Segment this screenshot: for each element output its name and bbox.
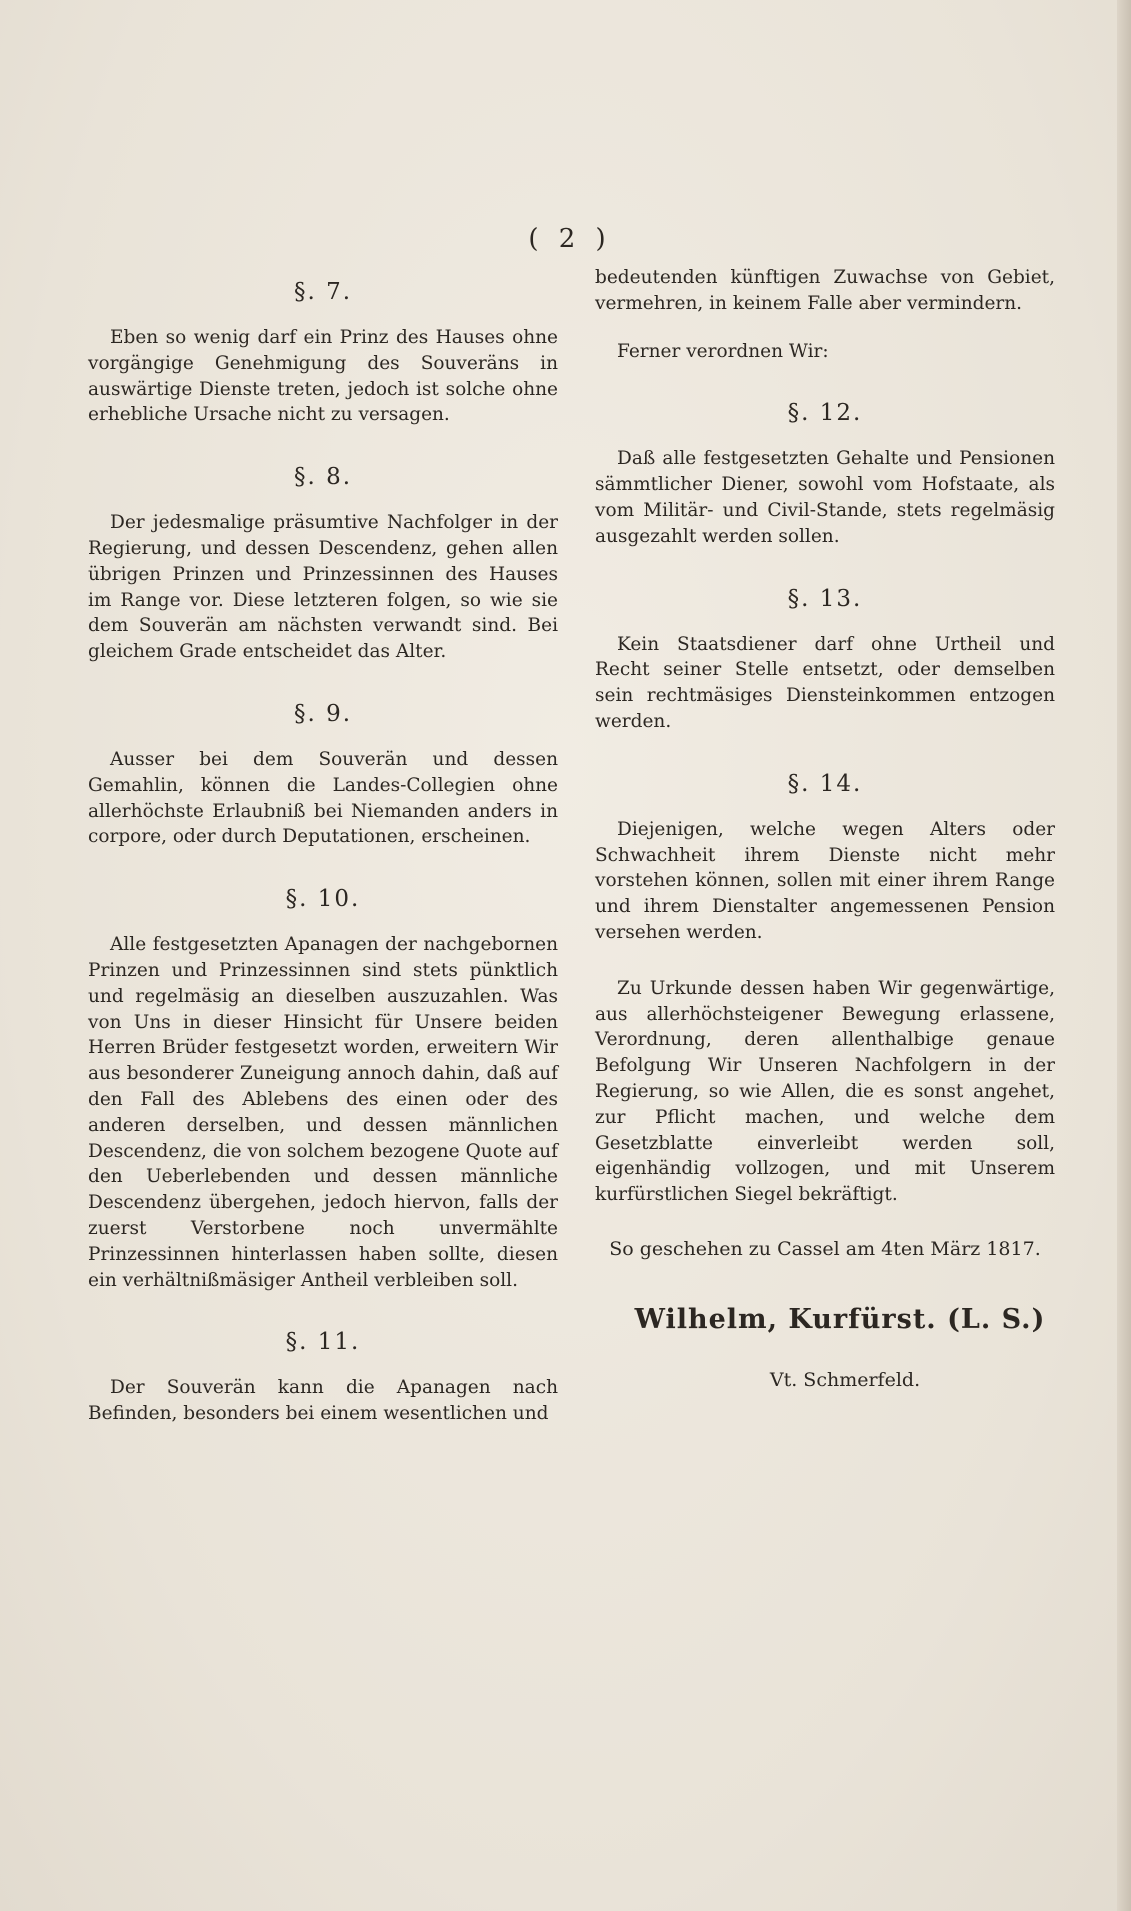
countersignature: Vt. Schmerfeld. [769, 1368, 921, 1391]
section-text-11: Der Souverän kann die Apanagen nach Befinden, besonders bei einem wesentlichen und [88, 1377, 558, 1425]
section-heading-7: §. 7. [293, 279, 353, 305]
page-edge [1117, 0, 1131, 1911]
section-heading-13: §. 13. [787, 585, 863, 612]
place-date: So geschehen zu Cassel am 4ten März 1817. [609, 1237, 1041, 1260]
right-column [595, 265, 1055, 1391]
ferner-line: Ferner verordnen Wir: [617, 340, 829, 362]
section-text-9: Ausser bei dem Souverän und dessen Gemahlin, können die Landes-Collegien ohne allerhöchste Erlaubniß bei Niemanden anders in corpore, oder durch Deputationen, erscheinen. [88, 748, 558, 848]
signature: Wilhelm, Kurfürst. (L. S.) [634, 1303, 1046, 1335]
section-heading-9: §. 9. [293, 700, 353, 727]
section-text-12: Daß alle festgesetzten Gehalte und Pensionen sämmtlicher Diener, sowohl vom Hofstaate, als vom Militär- und Civil-Stande, stets regelmäsig ausgezahlt werden sollen. [595, 448, 1055, 547]
left-column [88, 265, 558, 1427]
closing-text: Zu Urkunde dessen haben Wir gegenwärtige, aus allerhöchsteigener Bewegung erlassene, Verordnung, deren allenthalbige genaue Befolgung Wir Unseren Nachfolgern in der Regierung, so wie Allen, die es sonst angehet, zur Pflicht machen, und welche dem Gesetzblatte einverleibt werden soll, eigenhändig vollzogen, und mit Unserem kurfürstlichen Siegel bekräftigt. [595, 977, 1055, 1206]
section-heading-11: §. 11. [285, 1329, 361, 1356]
section-heading-10: §. 10. [285, 886, 361, 913]
page-number: ( 2 ) [528, 224, 612, 254]
section-text-14: Diejenigen, welche wegen Alters oder Schwachheit ihrem Dienste nicht mehr vorstehen können, sollen mit einer ihrem Range und ihrem Dienstalter angemessenen Pension versehen werden. [595, 818, 1055, 943]
section-heading-14: §. 14. [787, 770, 863, 797]
section-text-8: Der jedesmalige präsumtive Nachfolger in der Regierung, und dessen Descendenz, gehen allen übrigen Prinzen und Prinzessinnen des Hauses im Range vor. Diese letzteren folgen, so wie sie dem Souverän am nächsten verwandt sind. Bei gleichem Grade entscheidet das Alter. [88, 512, 558, 663]
section-heading-8: §. 8. [293, 464, 353, 491]
section-text-7: Eben so wenig darf ein Prinz des Hauses ohne vorgängige Genehmigung des Souveräns in auswärtige Dienste treten, jedoch ist solche ohne erhebliche Ursache nicht zu versagen. [88, 327, 558, 426]
continuation-text: bedeutenden künftigen Zuwachse von Gebiet, vermehren, in keinem Falle aber vermindern. [595, 267, 1055, 314]
section-heading-12: §. 12. [787, 400, 863, 427]
section-text-10: Alle festgesetzten Apanagen der nachgebornen Prinzen und Prinzessinnen sind stets pünktlich und regelmäsig an dieselben auszuzahlen. Was von Uns in dieser Hinsicht für Unsere beiden Herren Brüder festgesetzt worden, erweitern Wir aus besonderer Zuneigung annoch dahin, daß auf den Fall des Ablebens des einen oder des anderen derselben, und dessen männlichen Descendenz, die von solchem bezogene Quote auf den Ueberlebenden und dessen männliche Descendenz übergehen, jedoch hiervon, falls der zuerst Verstorbene noch unvermählte Prinzessinnen hinterlassen haben sollte, diesen ein verhältnißmäsiger Antheil verbleiben soll. [88, 934, 558, 1291]
section-text-13: Kein Staatsdiener darf ohne Urtheil und Recht seiner Stelle entsetzt, oder demselben sein rechtmäsiges Diensteinkommen entzogen werden. [595, 633, 1055, 732]
